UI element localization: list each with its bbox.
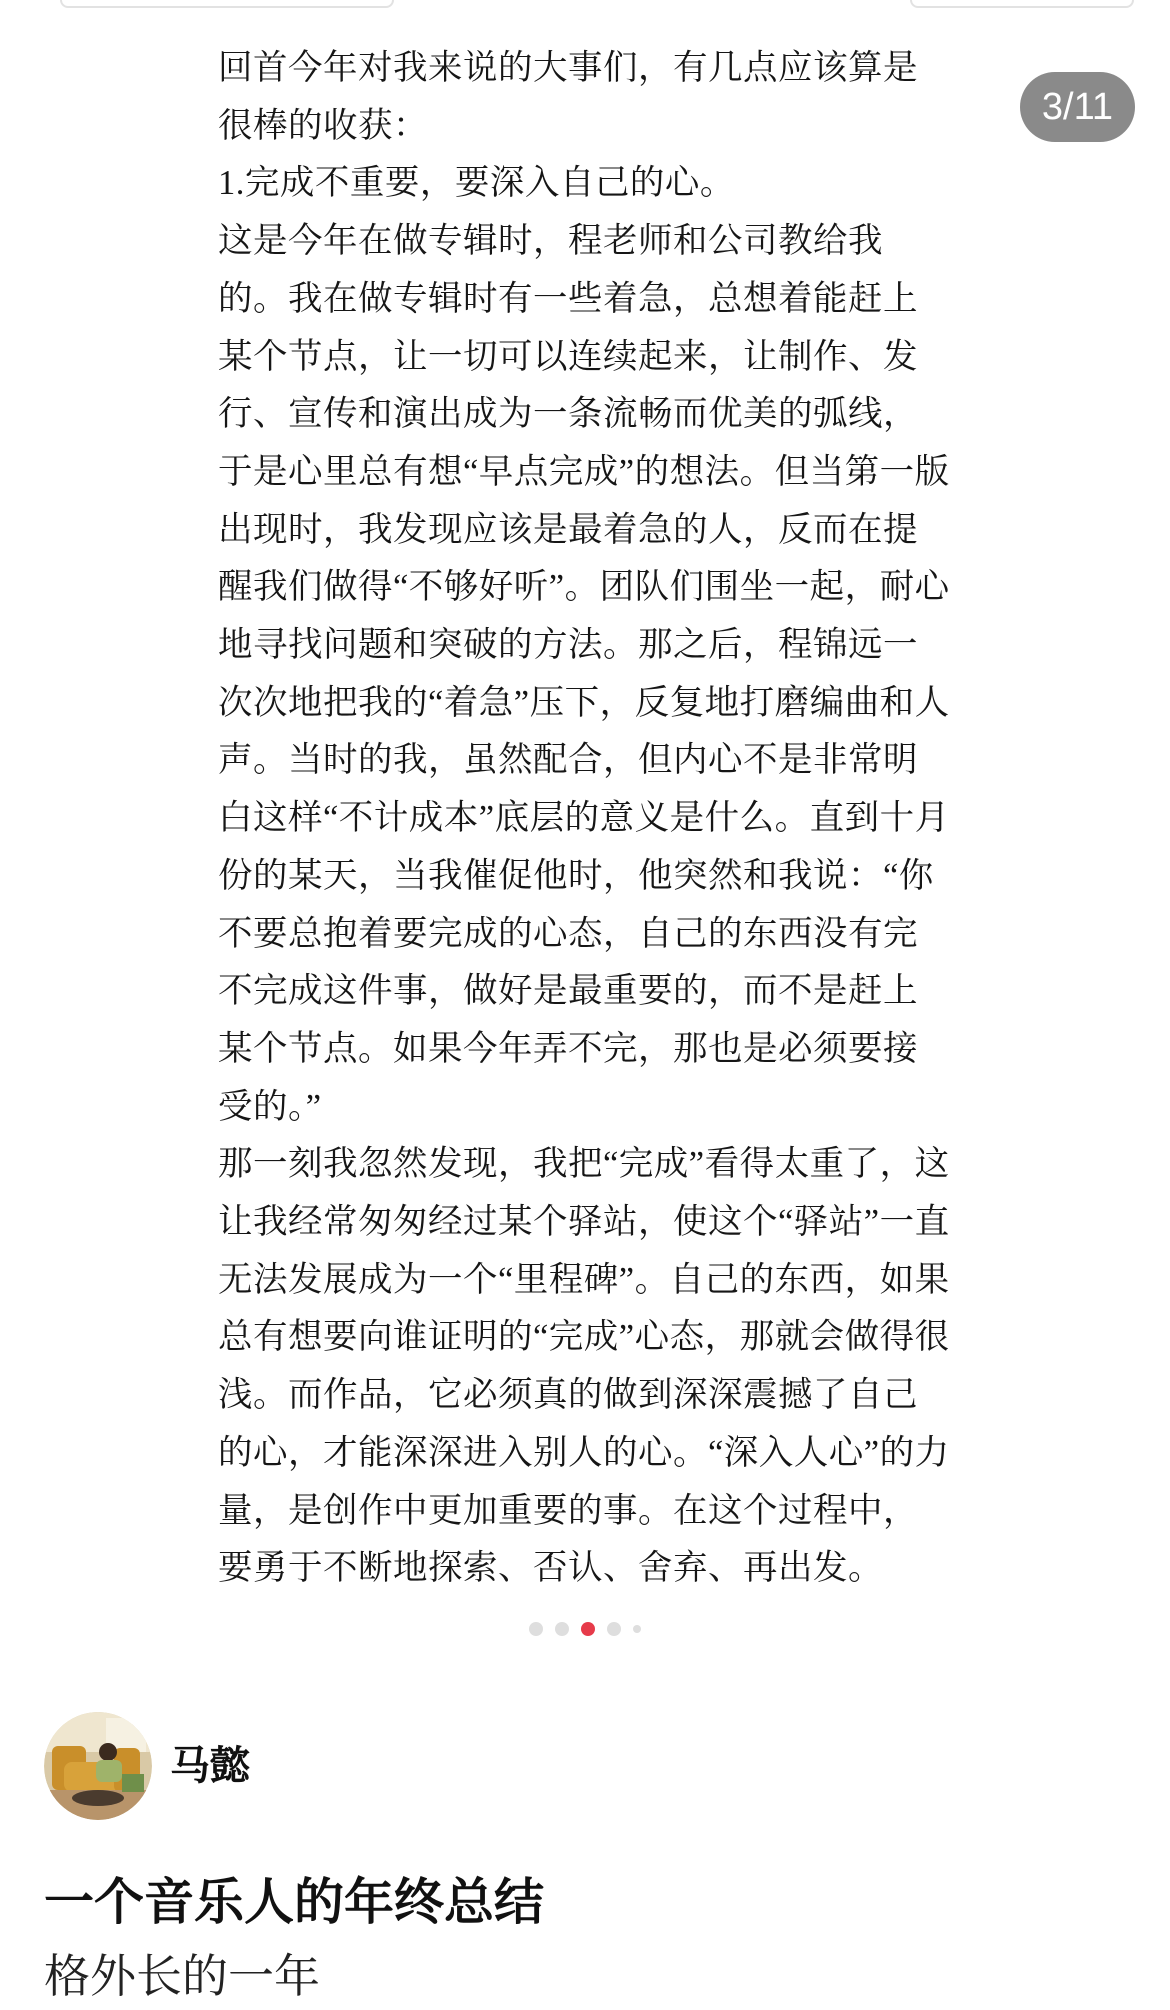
text-line: 行、宣传和演出成为一条流畅而优美的弧线， [218,395,918,434]
text-line: 于是心里总有想“早点完成”的想法。但当第一版 [218,452,950,491]
text-line: 很棒的收获： [218,106,428,145]
post-title: 一个音乐人的年终总结 [44,1873,544,1931]
text-line: 浅。而作品，它必须真的做到深深震撼了自己 [218,1376,918,1415]
carousel-pagination-dots [0,1622,1170,1642]
text-line: 总有想要向谁证明的“完成”心态，那就会做得很 [218,1318,950,1357]
page-counter-badge: 3/11 [1020,72,1135,142]
text-line: 让我经常匆匆经过某个驿站，使这个“驿站”一直 [218,1203,950,1242]
text-line: 不要总抱着要完成的心态，自己的东西没有完 [218,914,918,953]
pagination-dot[interactable] [607,1622,621,1636]
text-line: 这是今年在做专辑时，程老师和公司教给我 [218,222,883,261]
text-line: 回首今年对我来说的大事们，有几点应该算是 [218,49,918,87]
text-line: 不完成这件事，做好是最重要的，而不是赶上 [218,972,918,1011]
text-line: 次次地把我的“着急”压下，反复地打磨编曲和人 [218,683,950,722]
slide-text-page [218,40,958,1598]
text-line: 无法发展成为一个“里程碑”。自己的东西，如果 [218,1260,950,1299]
text-line: 的。我在做专辑时有一些着急，总想着能赶上 [218,279,918,318]
text-line: 量，是创作中更加重要的事。在这个过程中， [218,1491,918,1530]
text-line: 的心，才能深深进入别人的心。“深入人心”的力 [218,1433,950,1472]
text-line: 某个节点。如果今年弄不完，那也是必须要接 [218,1029,918,1068]
text-line: 声。当时的我，虽然配合，但内心不是非常明 [218,741,918,780]
pagination-dot[interactable] [555,1622,569,1636]
text-line: 1.完成不重要，要深入自己的心。 [218,164,735,203]
text-line: 那一刻我忽然发现，我把“完成”看得太重了，这 [218,1145,950,1184]
avatar[interactable] [44,1712,152,1820]
post-subtitle: 格外长的一年 [44,1949,320,2003]
text-line: 醒我们做得“不够好听”。团队们围坐一起，耐心 [218,568,950,607]
text-line: 某个节点，让一切可以连续起来，让制作、发 [218,337,918,376]
text-line: 白这样“不计成本”底层的意义是什么。直到十月 [218,799,950,838]
pagination-dot-active[interactable] [581,1622,595,1636]
text-line: 份的某天，当我催促他时，他突然和我说：“你 [218,856,934,895]
pagination-dot[interactable] [529,1622,543,1636]
text-line: 地寻找问题和突破的方法。那之后，程锦远一 [218,626,918,665]
text-line: 受的。” [218,1087,322,1126]
text-line: 出现时，我发现应该是最着急的人，反而在提 [218,510,918,549]
text-line: 要勇于不断地探索、否认、舍弃、再出发。 [218,1549,883,1588]
avatar-photo-icon [44,1712,152,1820]
author-name[interactable]: 马懿 [170,1743,250,1789]
pagination-dot[interactable] [633,1625,641,1633]
